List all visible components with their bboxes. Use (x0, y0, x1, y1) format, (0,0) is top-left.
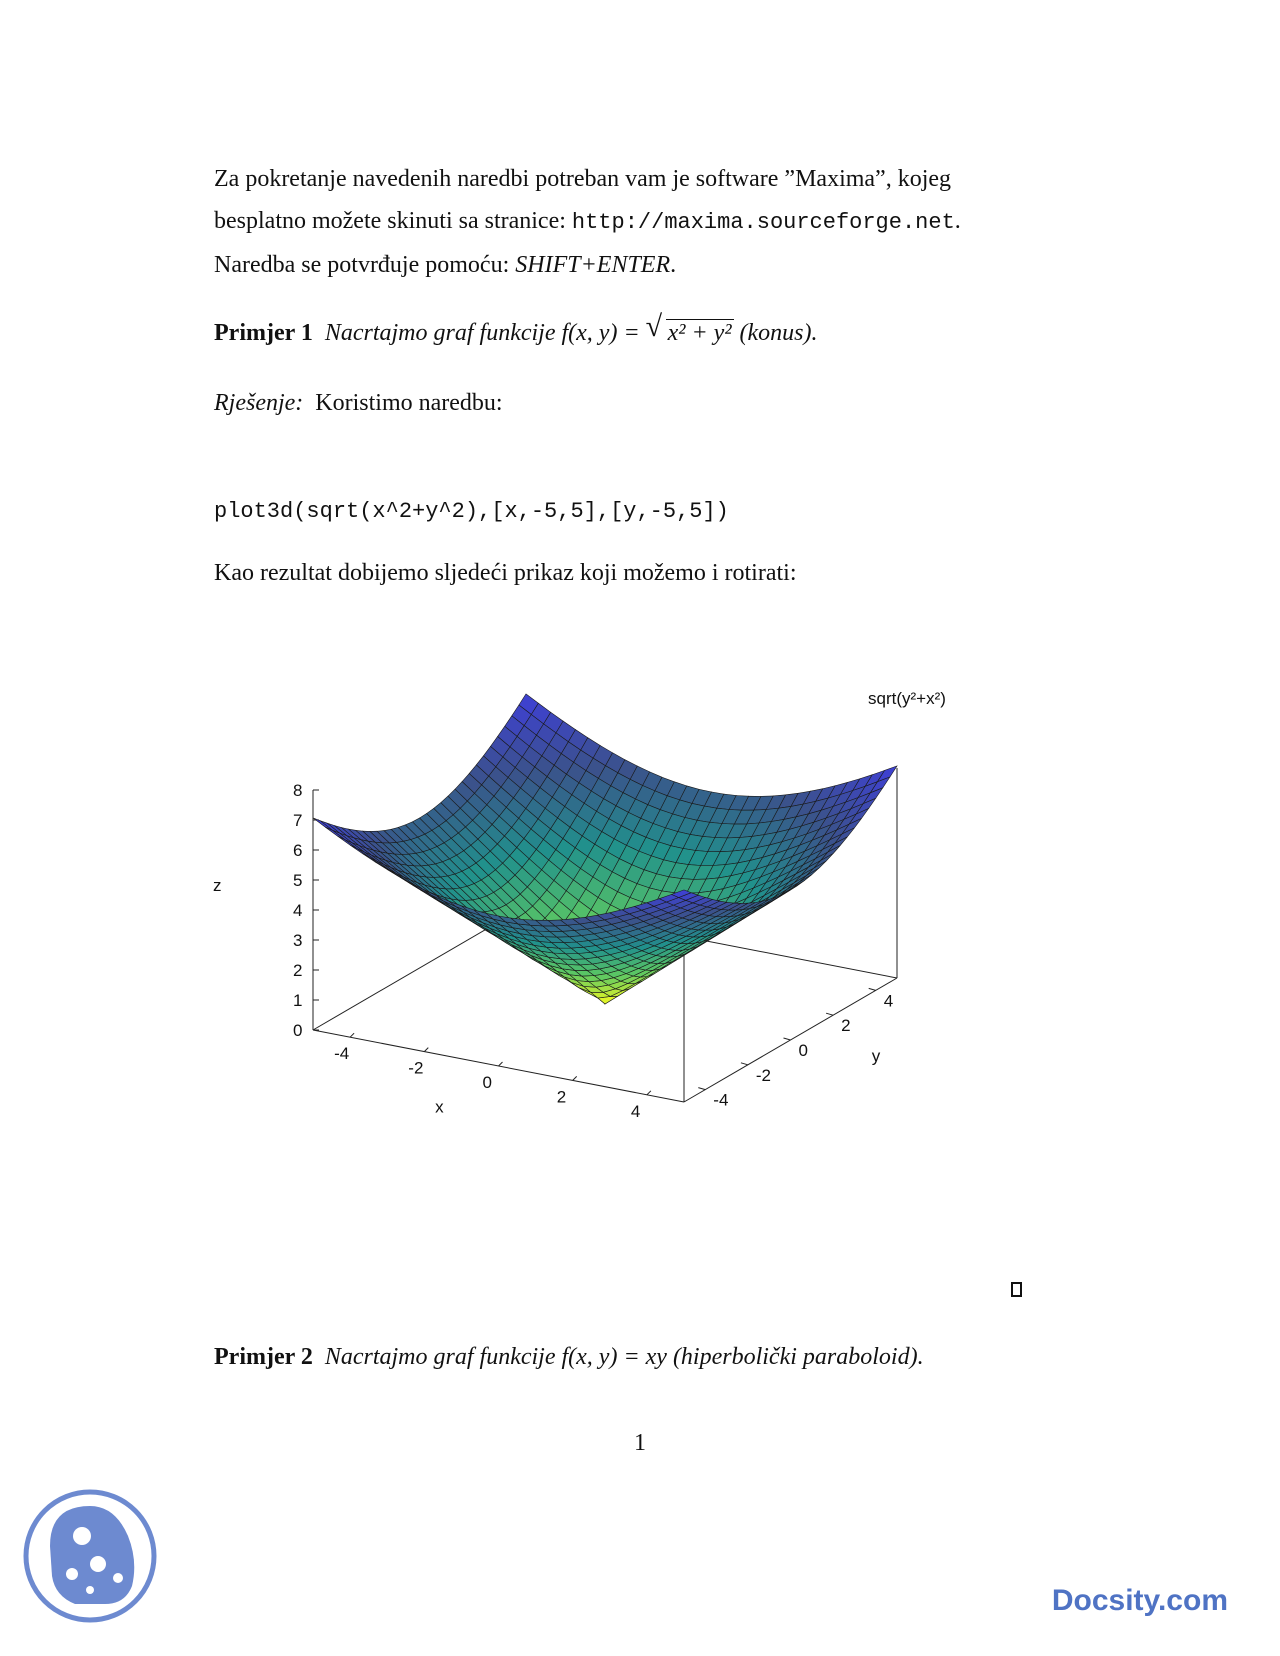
y-axis-label: y (871, 1046, 881, 1066)
example2-label: Primjer 2 (214, 1344, 313, 1370)
z-tick-label: 5 (293, 871, 303, 890)
y-tick-label: -4 (713, 1090, 729, 1110)
example1-post: (konus). (739, 320, 818, 346)
example1-func: f(x, y) = (561, 320, 640, 346)
solution (214, 382, 1034, 424)
example2 (214, 1336, 1034, 1378)
z-tick-label: 0 (293, 1021, 303, 1040)
z-tick-label: 3 (293, 931, 303, 950)
y-tick-mark (741, 1063, 748, 1065)
y-tick-label: 0 (798, 1041, 808, 1060)
x-tick-label: -2 (408, 1058, 424, 1078)
sqrt-expression: √ x² + y² (645, 310, 732, 346)
page-number: 1 (634, 1430, 646, 1456)
y-tick-label: 4 (883, 991, 894, 1011)
z-tick-label: 8 (293, 781, 303, 800)
z-tick-label: 6 (293, 841, 303, 860)
x-tick-mark (350, 1033, 354, 1037)
intro-line2: besplatno možete skinuti sa stranice: (214, 208, 572, 234)
y-tick-label: -2 (755, 1065, 772, 1085)
example1-text: Nacrtajmo graf funkcije (324, 320, 562, 346)
z-tick-label: 2 (293, 961, 303, 980)
plot-title: sqrt(y²+x²) (868, 689, 946, 708)
z-tick-label: 4 (293, 901, 303, 920)
plot-surface (313, 694, 897, 1004)
y-tick-mark (698, 1088, 705, 1090)
example2-text: Nacrtajmo graf funkcije f(x, y) = xy (hiperbolički paraboloid). (324, 1344, 924, 1370)
y-tick-mark (826, 1013, 833, 1015)
solution-label: Rješenje: (214, 390, 304, 416)
intro-paragraph: Za pokretanje navedenih naredbi potreban vam je software ”Maxima”, kojeg besplatno možete skinuti sa stranice: http://maxima.sourceforge.net. Naredba se potvrđuje pomoću: SHIFT+ENTER. (214, 166, 961, 278)
docsity-logo-icon[interactable] (20, 1486, 160, 1626)
x-tick-label: 0 (482, 1073, 492, 1092)
shift-enter-key: SHIFT+ENTER (515, 252, 671, 278)
docsity-brand[interactable]: Docsity.com (1051, 1584, 1228, 1617)
example1 (214, 312, 1034, 354)
maxima-url[interactable]: http://maxima.sourceforge.net (571, 210, 955, 235)
x-tick-label: 4 (630, 1101, 641, 1121)
z-axis-label: z (213, 876, 222, 895)
x-tick-mark (499, 1062, 503, 1066)
x-tick-label: 2 (556, 1087, 567, 1107)
z-tick-label: 7 (293, 811, 303, 830)
example1-label: Primjer 1 (214, 320, 313, 346)
z-tick-label: 1 (293, 991, 303, 1010)
y-tick-mark (869, 988, 876, 990)
y-tick-label: 2 (841, 1016, 851, 1036)
result-text: Kao rezultat dobijemo sljedeći prikaz koji možemo i rotirati: (214, 560, 797, 586)
x-tick-label: -4 (334, 1044, 350, 1064)
y-tick-mark (784, 1038, 791, 1040)
sqrt-argument: x² + y² (667, 320, 732, 346)
solution-text: Koristimo naredbu: (315, 390, 503, 416)
maxima-command: plot3d(sqrt(x^2+y^2),[x,-5,5],[y,-5,5]) (214, 499, 729, 524)
x-tick-mark (424, 1048, 428, 1052)
intro-line1: Za pokretanje navedenih naredbi potreban vam je software ”Maxima”, kojeg (214, 166, 952, 192)
intro-line3: Naredba se potvrđuje pomoću: (214, 252, 516, 278)
qed-box (1011, 1282, 1022, 1297)
surface-plot (200, 680, 990, 1180)
x-tick-mark (647, 1091, 651, 1095)
x-axis-label: x (435, 1097, 444, 1117)
x-tick-mark (573, 1076, 577, 1080)
